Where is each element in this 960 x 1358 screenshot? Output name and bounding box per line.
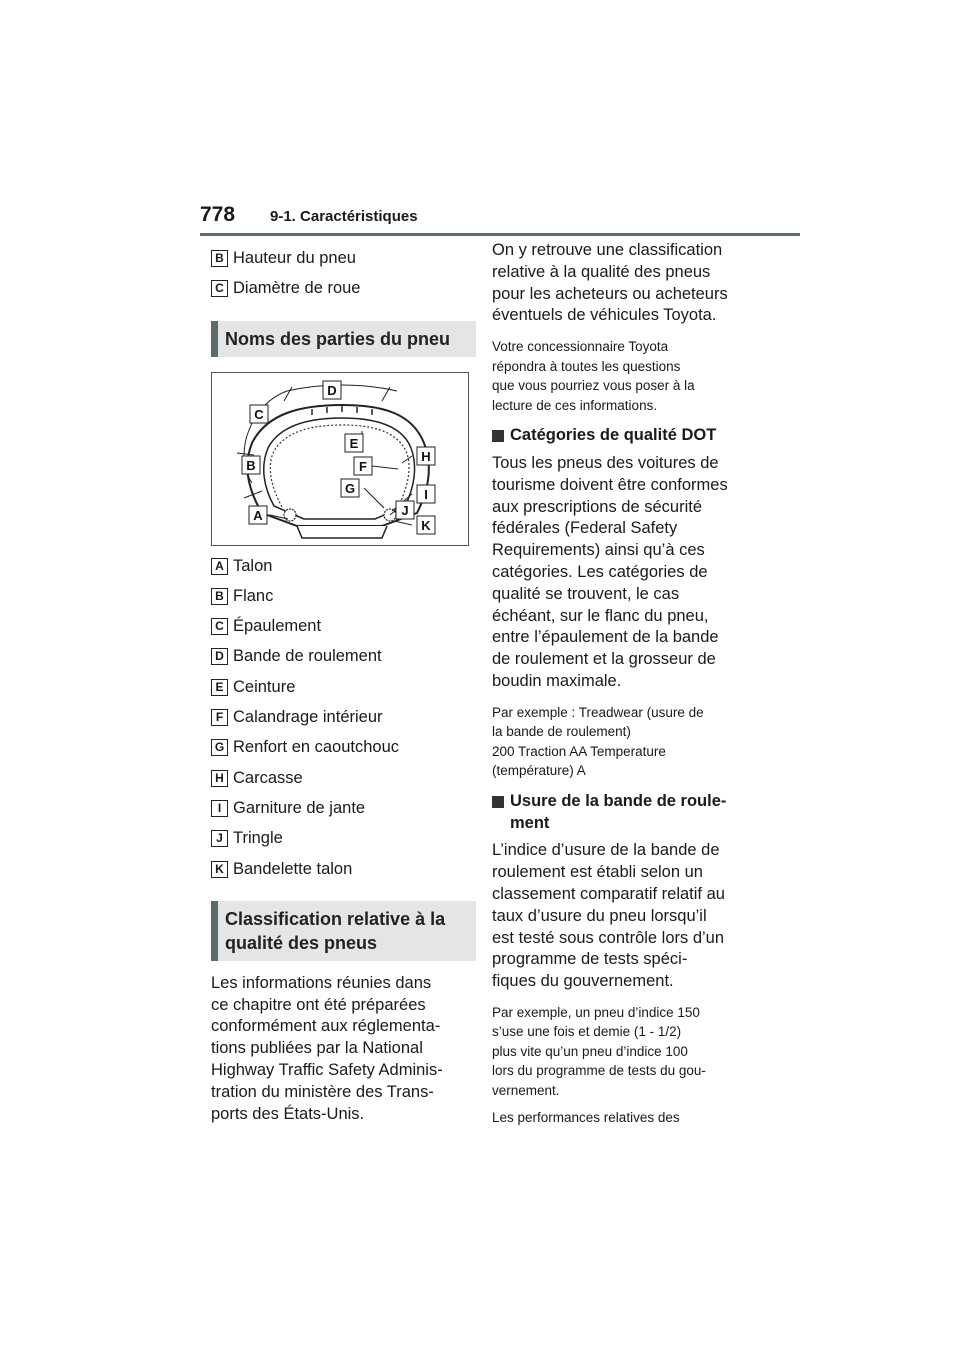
tire-cross-section bbox=[212, 373, 468, 545]
text-line: éventuels de véhicules Toyota. bbox=[492, 306, 717, 325]
text-line: tration du ministère des Trans- bbox=[211, 1082, 434, 1101]
subheading-dot bbox=[492, 425, 754, 447]
diagram-label-j: J bbox=[401, 502, 409, 518]
diagram-label-i: I bbox=[424, 486, 428, 502]
text-line: roulement est établi selon un bbox=[492, 863, 703, 882]
text-line: répondra à toutes les questions bbox=[492, 358, 681, 374]
page-number: 778 bbox=[200, 203, 236, 226]
intro-paragraph bbox=[211, 973, 469, 1126]
label-badge: B bbox=[211, 250, 228, 267]
list-item bbox=[211, 766, 469, 796]
text-line: Requirements) ainsi qu’à ces bbox=[492, 541, 705, 560]
section-title-line: qualité des pneus bbox=[225, 932, 378, 953]
item-label: Bandelette talon bbox=[233, 859, 353, 878]
section-title-line: Classification relative à la bbox=[225, 908, 446, 929]
list-item bbox=[211, 796, 469, 826]
subheading-text: ment bbox=[510, 813, 550, 832]
text-line: programme de tests spéci- bbox=[492, 950, 688, 969]
text-line: la bande de roulement) bbox=[492, 724, 631, 740]
diagram-label-a: A bbox=[253, 507, 263, 523]
text-line: fiques du gouvernement. bbox=[492, 972, 674, 991]
text-line: s’use une fois et demie (1 - 1/2) bbox=[492, 1024, 682, 1040]
label-badge: J bbox=[211, 830, 228, 847]
list-item bbox=[211, 705, 469, 735]
text-line: 200 Traction AA Temperature bbox=[492, 743, 666, 759]
section-heading bbox=[211, 321, 476, 357]
text-line: fédérales (Federal Safety bbox=[492, 519, 678, 538]
text-line: vernement. bbox=[492, 1082, 560, 1098]
square-bullet-icon bbox=[492, 796, 504, 808]
diagram-label-c: C bbox=[254, 406, 264, 422]
text-line: L’indice d’usure de la bande de bbox=[492, 841, 720, 860]
diagram-label-e: E bbox=[349, 435, 359, 451]
text-line: Highway Traffic Safety Adminis- bbox=[211, 1061, 443, 1080]
page-header bbox=[200, 203, 800, 237]
text-line: classement comparatif relatif au bbox=[492, 884, 725, 903]
label-badge: H bbox=[211, 770, 228, 787]
list-item bbox=[211, 614, 469, 644]
list-item bbox=[211, 276, 469, 306]
item-label: Tringle bbox=[233, 829, 283, 848]
label-badge: F bbox=[211, 709, 228, 726]
square-bullet-icon bbox=[492, 430, 504, 442]
chapter-title: 9-1. Caractéristiques bbox=[270, 208, 418, 225]
label-badge: C bbox=[211, 280, 228, 297]
text-line: On y retrouve une classification bbox=[492, 241, 723, 259]
treadwear-paragraph bbox=[492, 840, 754, 993]
diagram-label-g: G bbox=[344, 480, 356, 496]
item-label: Talon bbox=[233, 556, 273, 575]
treadwear-example-note bbox=[492, 1003, 754, 1101]
item-label: Flanc bbox=[233, 586, 274, 605]
text-line: lecture de ces informations. bbox=[492, 397, 658, 413]
list-item bbox=[211, 644, 469, 674]
list-item bbox=[211, 675, 469, 705]
text-line: relative à la qualité des pneus bbox=[492, 262, 711, 281]
text-line: lors du programme de tests du gou- bbox=[492, 1063, 706, 1079]
section-heading bbox=[211, 901, 476, 961]
subheading-text: Usure de la bande de roule- bbox=[510, 791, 727, 810]
list-item bbox=[211, 246, 469, 276]
list-item bbox=[211, 857, 469, 887]
text-line: taux d’usure du pneu lorsqu’il bbox=[492, 906, 707, 925]
item-label: Ceinture bbox=[233, 677, 296, 696]
text-line: Les informations réunies dans bbox=[211, 973, 432, 992]
text-line: conformément aux réglementa- bbox=[211, 1017, 441, 1036]
text-line: tions publiées par la National bbox=[211, 1039, 423, 1058]
text-line: de roulement et la grosseur de bbox=[492, 650, 716, 669]
list-item bbox=[211, 826, 469, 856]
text-line: Votre concessionnaire Toyota bbox=[492, 339, 669, 355]
right-column bbox=[492, 240, 754, 1128]
text-line: pour les acheteurs ou acheteurs bbox=[492, 284, 728, 303]
text-line: (température) A bbox=[492, 763, 586, 779]
item-label: Garniture de jante bbox=[233, 798, 366, 817]
label-badge: D bbox=[211, 648, 228, 665]
performance-note bbox=[492, 1108, 754, 1128]
diagram-label-d: D bbox=[327, 382, 337, 398]
text-line: Par exemple : Treadwear (usure de bbox=[492, 704, 704, 720]
tire-diagram bbox=[211, 372, 469, 546]
dot-paragraph bbox=[492, 453, 754, 693]
label-badge: B bbox=[211, 588, 228, 605]
header-rule bbox=[200, 233, 800, 236]
text-line: qualité se trouvent, le cas bbox=[492, 584, 680, 603]
text-line: Les performances relatives des bbox=[492, 1110, 680, 1126]
label-badge: G bbox=[211, 739, 228, 756]
item-label: Épaulement bbox=[233, 617, 322, 636]
left-column bbox=[211, 246, 469, 1125]
list-item bbox=[211, 735, 469, 765]
text-line: Tous les pneus des voitures de bbox=[492, 453, 719, 472]
label-badge: E bbox=[211, 679, 228, 696]
label-badge: A bbox=[211, 558, 228, 575]
text-line: catégories. Les catégories de bbox=[492, 562, 708, 581]
text-line: que vous pourriez vous poser à la bbox=[492, 378, 695, 394]
label-badge: K bbox=[211, 861, 228, 878]
text-line: échéant, sur le flanc du pneu, bbox=[492, 606, 709, 625]
diagram-label-h: H bbox=[421, 448, 431, 464]
item-label: Diamètre de roue bbox=[233, 279, 361, 298]
parts-list bbox=[211, 554, 469, 887]
text-line: est testé sous contrôle lors d’un bbox=[492, 928, 725, 947]
item-label: Calandrage intérieur bbox=[233, 708, 383, 727]
subheading-text: Catégories de qualité DOT bbox=[510, 426, 717, 445]
item-label: Bande de roulement bbox=[233, 647, 382, 666]
diagram-label-b: B bbox=[246, 457, 256, 473]
label-badge: I bbox=[211, 800, 228, 817]
text-line: tourisme doivent être conformes bbox=[492, 475, 728, 494]
label-badge: C bbox=[211, 618, 228, 635]
text-line: plus vite qu’un pneu d’indice 100 bbox=[492, 1043, 688, 1059]
list-item bbox=[211, 554, 469, 584]
item-label: Renfort en caoutchouc bbox=[233, 738, 400, 757]
text-line: aux prescriptions de sécurité bbox=[492, 497, 703, 516]
item-label: Carcasse bbox=[233, 768, 303, 787]
diagram-label-k: K bbox=[421, 517, 431, 533]
text-line: ce chapitre ont été préparées bbox=[211, 995, 426, 1014]
example-note bbox=[492, 703, 754, 781]
classification-paragraph bbox=[492, 240, 754, 327]
dealer-note bbox=[492, 337, 754, 415]
text-line: Par exemple, un pneu d’indice 150 bbox=[492, 1004, 700, 1020]
text-line: ports des États-Unis. bbox=[211, 1104, 365, 1123]
diagram-label-f: F bbox=[359, 458, 367, 474]
list-item bbox=[211, 584, 469, 614]
subheading-treadwear bbox=[492, 791, 754, 835]
text-line: boudin maximale. bbox=[492, 671, 622, 690]
item-label: Hauteur du pneu bbox=[233, 249, 356, 267]
text-line: entre l’épaulement de la bande bbox=[492, 628, 719, 647]
section-title: Noms des parties du pneu bbox=[225, 328, 451, 349]
